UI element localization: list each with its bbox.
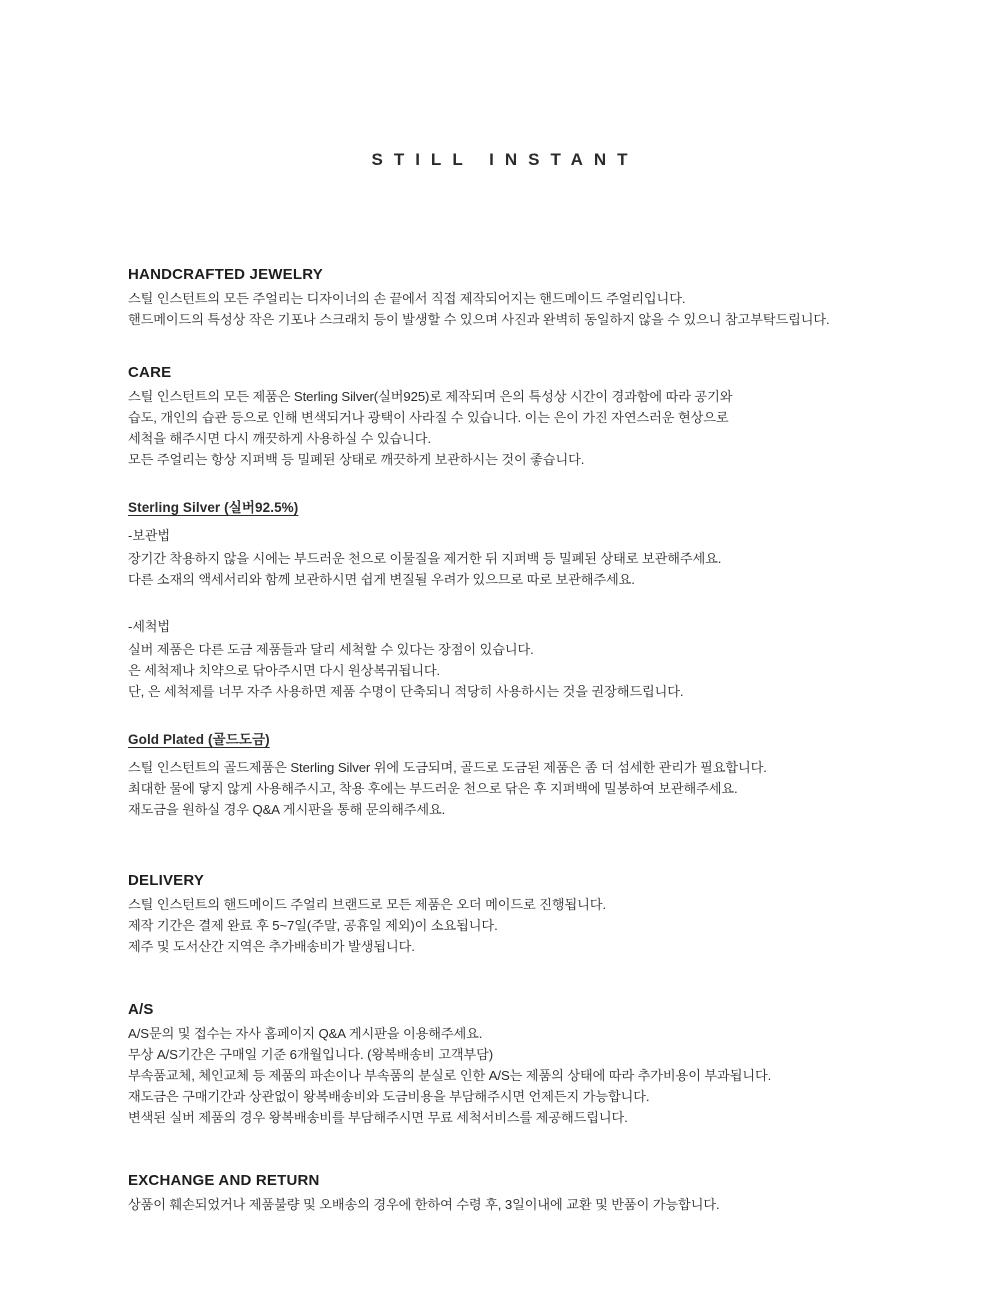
section-heading-exchange: EXCHANGE AND RETURN [128, 1172, 320, 1189]
paragraph-line: 단, 은 세척제를 너무 자주 사용하면 제품 수명이 단축되니 적당히 사용하시는 것을 권장해드립니다. [128, 684, 684, 699]
paragraph-line: 제작 기간은 결제 완료 후 5~7일(주말, 공휴일 제외)이 소요됩니다. [128, 918, 498, 933]
spacer [128, 470, 872, 496]
paragraph-line: 최대한 물에 닿지 않게 사용해주시고, 착용 후에는 부드러운 천으로 닦은 후 지퍼백에 밀봉하여 보관해주세요. [128, 781, 738, 796]
paragraph-line: 변색된 실버 제품의 경우 왕복배송비를 부담해주시면 무료 세척서비스를 제공해드립니다. [128, 1110, 628, 1125]
spacer [128, 702, 872, 728]
label-storage-method: -보관법 [128, 528, 171, 543]
brand-title: STILL INSTANT [371, 150, 639, 169]
label-washing-method: -세척법 [128, 619, 171, 634]
spacer [128, 1162, 872, 1172]
paragraph-line: 재도금을 원하실 경우 Q&A 게시판을 통해 문의해주세요. [128, 802, 446, 817]
paragraph-line: 부속품교체, 체인교체 등 제품의 파손이나 부속품의 분실로 인한 A/S는 제품의 상태에 따라 추가비용이 부과됩니다. [128, 1068, 772, 1083]
spacer [128, 590, 872, 616]
paragraph-line: 스틸 인스턴트의 핸드메이드 주얼리 브랜드로 모든 제품은 오더 메이드로 진행됩니다. [128, 897, 607, 912]
paragraph-line: 은 세척제나 치약으로 닦아주시면 다시 원상복귀됩니다. [128, 663, 441, 678]
section-care [128, 364, 872, 820]
paragraph-line: 무상 A/S기간은 구매일 기준 6개월입니다. (왕복배송비 고객부담) [128, 1047, 494, 1062]
paragraph-line: 스틸 인스턴트의 모든 주얼리는 디자이너의 손 끝에서 직접 제작되어지는 핸드메이드 주얼리입니다. [128, 291, 686, 306]
paragraph-line: 재도금은 구매기간과 상관없이 왕복배송비와 도금비용을 부담해주시면 언제든지 가능합니다. [128, 1089, 650, 1104]
paragraph-line: 상품이 훼손되었거나 제품불량 및 오배송의 경우에 한하여 수령 후, 3일이내에 교환 및 반품이 가능합니다. [128, 1197, 720, 1212]
subsection-sterling-silver [128, 496, 872, 702]
section-delivery [128, 872, 872, 957]
paragraph-line: A/S문의 및 접수는 자사 홈페이지 Q&A 게시판을 이용해주세요. [128, 1026, 483, 1041]
paragraph-line: 모든 주얼리는 항상 지퍼백 등 밀폐된 상태로 깨끗하게 보관하시는 것이 좋습니다. [128, 452, 585, 467]
paragraph-line: 장기간 착용하지 않을 시에는 부드러운 천으로 이물질을 제거한 뒤 지퍼백 등 밀폐된 상태로 보관해주세요. [128, 551, 722, 566]
section-handcrafted-jewelry [128, 266, 872, 330]
paragraph-line: 제주 및 도서산간 지역은 추가배송비가 발생됩니다. [128, 939, 415, 954]
section-exchange-and-return [128, 1172, 872, 1215]
spacer [128, 991, 872, 1001]
paragraph-line: 스틸 인스턴트의 모든 제품은 Sterling Silver(실버925)로 제작되며 은의 특성상 시간이 경과함에 따라 공기와 [128, 389, 733, 404]
subsection-heading-sterling-silver: Sterling Silver (실버92.5%) [128, 500, 299, 515]
document-content [0, 266, 1000, 1215]
section-heading-delivery: DELIVERY [128, 872, 205, 889]
paragraph-line: 실버 제품은 다른 도금 제품들과 달리 세척할 수 있다는 장점이 있습니다. [128, 642, 534, 657]
section-heading-handcrafted: HANDCRAFTED JEWELRY [128, 266, 323, 283]
section-heading-as: A/S [128, 1001, 154, 1018]
section-heading-care: CARE [128, 364, 172, 381]
paragraph-line: 습도, 개인의 습관 등으로 인해 변색되거나 광택이 사라질 수 있습니다. 이는 은이 가진 자연스러운 현상으로 [128, 410, 729, 425]
paragraph-line: 세척을 해주시면 다시 깨끗하게 사용하실 수 있습니다. [128, 431, 432, 446]
paragraph-line: 다른 소재의 액세서리와 함께 보관하시면 쉽게 변질될 우려가 있으므로 따로 보관해주세요. [128, 572, 635, 587]
subsection-heading-gold-plated: Gold Plated (골드도금) [128, 732, 270, 747]
spacer [128, 854, 872, 872]
paragraph-line: 핸드메이드의 특성상 작은 기포나 스크래치 등이 발생할 수 있으며 사진과 완벽히 동일하지 않을 수 있으니 참고부탁드립니다. [128, 312, 830, 327]
paragraph-line: 스틸 인스턴트의 골드제품은 Sterling Silver 위에 도금되며, 골드로 도금된 제품은 좀 더 섬세한 관리가 필요합니다. [128, 760, 767, 775]
section-as [128, 1001, 872, 1128]
subsection-gold-plated [128, 728, 872, 820]
